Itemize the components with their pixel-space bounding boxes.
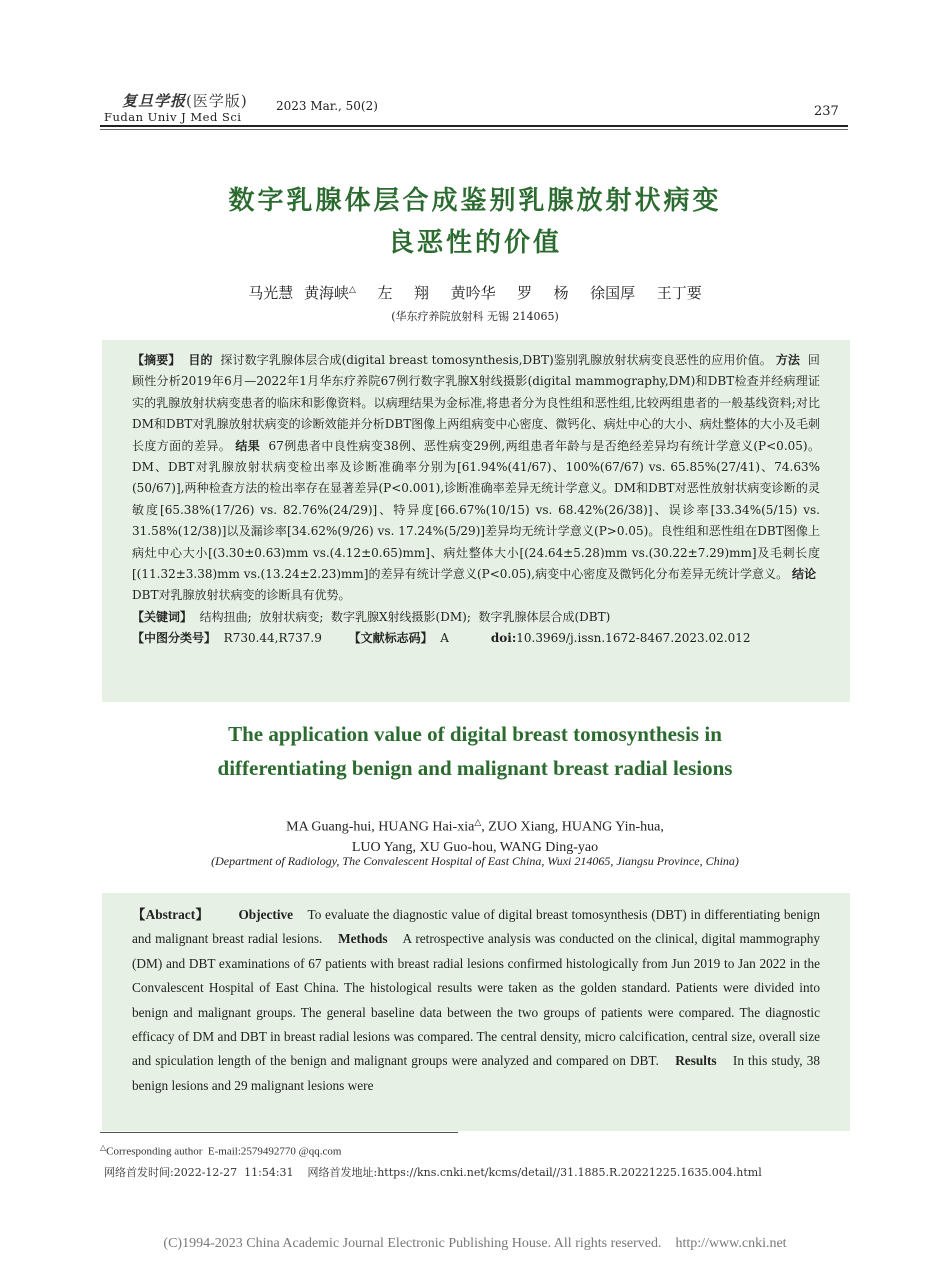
objective-label: 目的 bbox=[188, 353, 213, 367]
header-rule bbox=[100, 125, 848, 127]
journal-name-en: Fudan Univ J Med Sci bbox=[104, 110, 242, 124]
journal-logo-cn: 复旦学报 bbox=[122, 92, 187, 110]
corresponding-mark-footnote: △ bbox=[100, 1143, 107, 1152]
authors-en bbox=[0, 812, 950, 858]
doc-code-text: A bbox=[440, 630, 449, 645]
abstract-en bbox=[132, 903, 820, 1098]
objective-en-text: To evaluate the diagnostic value of digital breast tomosynthesis (DBT) in differentiating benign and malignant breast radial lesions. bbox=[132, 907, 821, 947]
clc-label: 【中图分类号】 bbox=[132, 630, 217, 645]
methods-en-text: A retrospective analysis was conducted on the clinical, digital mammography (DM) and DBT examinations of 67 patients with breast radial lesions confirmed histologically from Jun 2019 to Jan 2022 in the Convalescent Hospital of East China. The histological results were taken as the golden standard. Patients were divided into benign and malignant groups. The general baseline data between the two groups of patients were compared. The diagnostic efficacy of DM and DBT in breast radial lesions was compared. The central density, micro calcification, central size, overall size and spiculation length of the benign and malignant groups were analyzed and compared on DBT. bbox=[132, 931, 821, 1069]
keywords-line bbox=[132, 607, 820, 628]
conclusion-label: 结论 bbox=[792, 567, 817, 582]
footnote-rule bbox=[100, 1132, 458, 1133]
page-number: 237 bbox=[814, 104, 839, 119]
title-cn-line2: 良恶性的价值 bbox=[387, 228, 562, 258]
doi-label: doi: bbox=[490, 630, 517, 645]
abstract-cn-box bbox=[102, 340, 850, 702]
keywords-text: 结构扭曲; 放射状病变; 数字乳腺X射线摄影(DM); 数字乳腺体层合成(DBT) bbox=[199, 609, 611, 624]
objective-text: 探讨数字乳腺体层合成(digital breast tomosynthesis,DBT)鉴别乳腺放射状病变良恶性的应用价值。 bbox=[220, 353, 772, 367]
authors-en-part1: MA Guang-hui, HUANG Hai-xia bbox=[286, 819, 475, 835]
objective-en-label: Objective bbox=[238, 907, 294, 922]
journal-name-cn bbox=[122, 90, 248, 111]
results-label: 结果 bbox=[235, 438, 261, 453]
corresponding-mark: △ bbox=[349, 285, 356, 295]
doc-code-label: 【文献标志码】 bbox=[348, 630, 433, 645]
authors-cn-part2: 左 翔 黄吟华 罗 杨 徐国厚 王丁要 bbox=[355, 284, 702, 302]
conclusion-text: DBT对乳腺放射状病变的诊断具有优势。 bbox=[132, 588, 351, 603]
header-rule-thin bbox=[100, 129, 848, 130]
methods-text: 回顾性分析2019年6月—2022年1月华东疗养院67例行数字乳腺X射线摄影(digital mammography,DM)和DBT检查并经病理证实的乳腺放射状病变患者的临床和影像资料。以病理结果为金标准,将患者分为良性组和恶性组,比较两组患者的一般基线资料;对比DM和DBT对乳腺放射状病变的诊断效能并分析DBT图像上两组病变中心密度、微钙化、病灶中心的大小、病灶整体的大小及毛刺长度方面的差异。 bbox=[132, 353, 820, 453]
doi-text: 10.3969/j.issn.1672-8467.2023.02.012 bbox=[516, 630, 751, 645]
abstract-en-label: 【Abstract】 bbox=[132, 907, 210, 922]
journal-issue: 2023 Mar., 50(2) bbox=[276, 99, 378, 113]
title-cn-line1: 数字乳腺体层合成鉴别乳腺放射状病变 bbox=[228, 186, 722, 216]
keywords-label: 【关键词】 bbox=[132, 609, 193, 624]
authors-cn bbox=[0, 282, 950, 303]
authors-en-line1 bbox=[0, 812, 950, 838]
title-en-line1: The application value of digital breast tomosynthesis in bbox=[228, 722, 722, 746]
abstract-cn bbox=[132, 350, 820, 607]
copyright-line: (C)1994-2023 China Academic Journal Electronic Publishing House. All rights reserved. http://www.cnki.net bbox=[163, 1236, 787, 1251]
corresponding-author-text: Corresponding author E-mail:2579492770 @qq.com bbox=[106, 1145, 342, 1158]
online-publication-note: 网络首发时间:2022-12-27 11:54:31 网络首发地址:https://kns.cnki.net/kcms/detail//31.1885.R.20221225.1635.004.html bbox=[104, 1166, 762, 1179]
authors-en-line2: LUO Yang, XU Guo-hou, WANG Ding-yao bbox=[351, 839, 599, 855]
methods-en-label: Methods bbox=[338, 931, 388, 947]
corresponding-mark-en: △ bbox=[474, 817, 482, 827]
abstract-label: 【摘要】 bbox=[132, 353, 181, 367]
corresponding-author-note bbox=[100, 1143, 341, 1158]
affiliation-en: (Department of Radiology, The Convalescent Hospital of East China, Wuxi 214065, Jiangsu Province, China) bbox=[211, 854, 739, 868]
authors-cn-part1: 马光慧 黄海峡 bbox=[248, 284, 350, 302]
results-text: 67例患者中良性病变38例、恶性病变29例,两组患者年龄与是否绝经差异均有统计学意义(P<0.05)。DM、DBT对乳腺放射状病变检出率及诊断准确率分别为[61.94%(41/67)、100%(67/67) vs. 65.85%(27/41)、74.63%(50/67)],两种检查方法的检出率存在显著差异(P<0.001),诊断准确率差异无统计学意义。DM和DBT对恶性放射状病变诊断的灵敏度[65.38%(17/26) vs. 82.76%(24/29)]、特异度[66.67%(10/15) vs. 68.42%(26/38)]、误诊率[33.34%(5/15) vs. 31.58%(12/38)]以及漏诊率[34.62%(9/26) vs. 17.24%(5/29)]差异均无统计学意义(P>0.05)。良性组和恶性组在DBT图像上病灶中心大小[(3.30±0.63)mm vs.(4.12±0.65)mm]、病灶整体大小[(24.64±5.28)mm vs.(30.22±7.29)mm]及毛刺长度[(11.32±3.38)mm vs.(13.24±2.23)mm]的差异有统计学意义(P<0.05),病变中心密度及微钙化分布差异无统计学意义。 bbox=[132, 438, 820, 582]
abstract-en-box bbox=[102, 893, 850, 1131]
journal-edition-cn: (医学版) bbox=[186, 92, 248, 110]
title-en-line2: differentiating benign and malignant breast radial lesions bbox=[217, 756, 733, 780]
affiliation-cn: (华东疗养院放射科 无锡 214065) bbox=[391, 310, 559, 323]
authors-en-part2: , ZUO Xiang, HUANG Yin-hua, bbox=[481, 819, 664, 835]
methods-label: 方法 bbox=[775, 353, 801, 367]
classification-line bbox=[132, 628, 820, 649]
results-en-text: In this study, 38 benign lesions and 29 malignant lesions were bbox=[132, 1053, 820, 1093]
results-en-label: Results bbox=[675, 1053, 717, 1069]
clc-text: R730.44,R737.9 bbox=[223, 630, 322, 645]
